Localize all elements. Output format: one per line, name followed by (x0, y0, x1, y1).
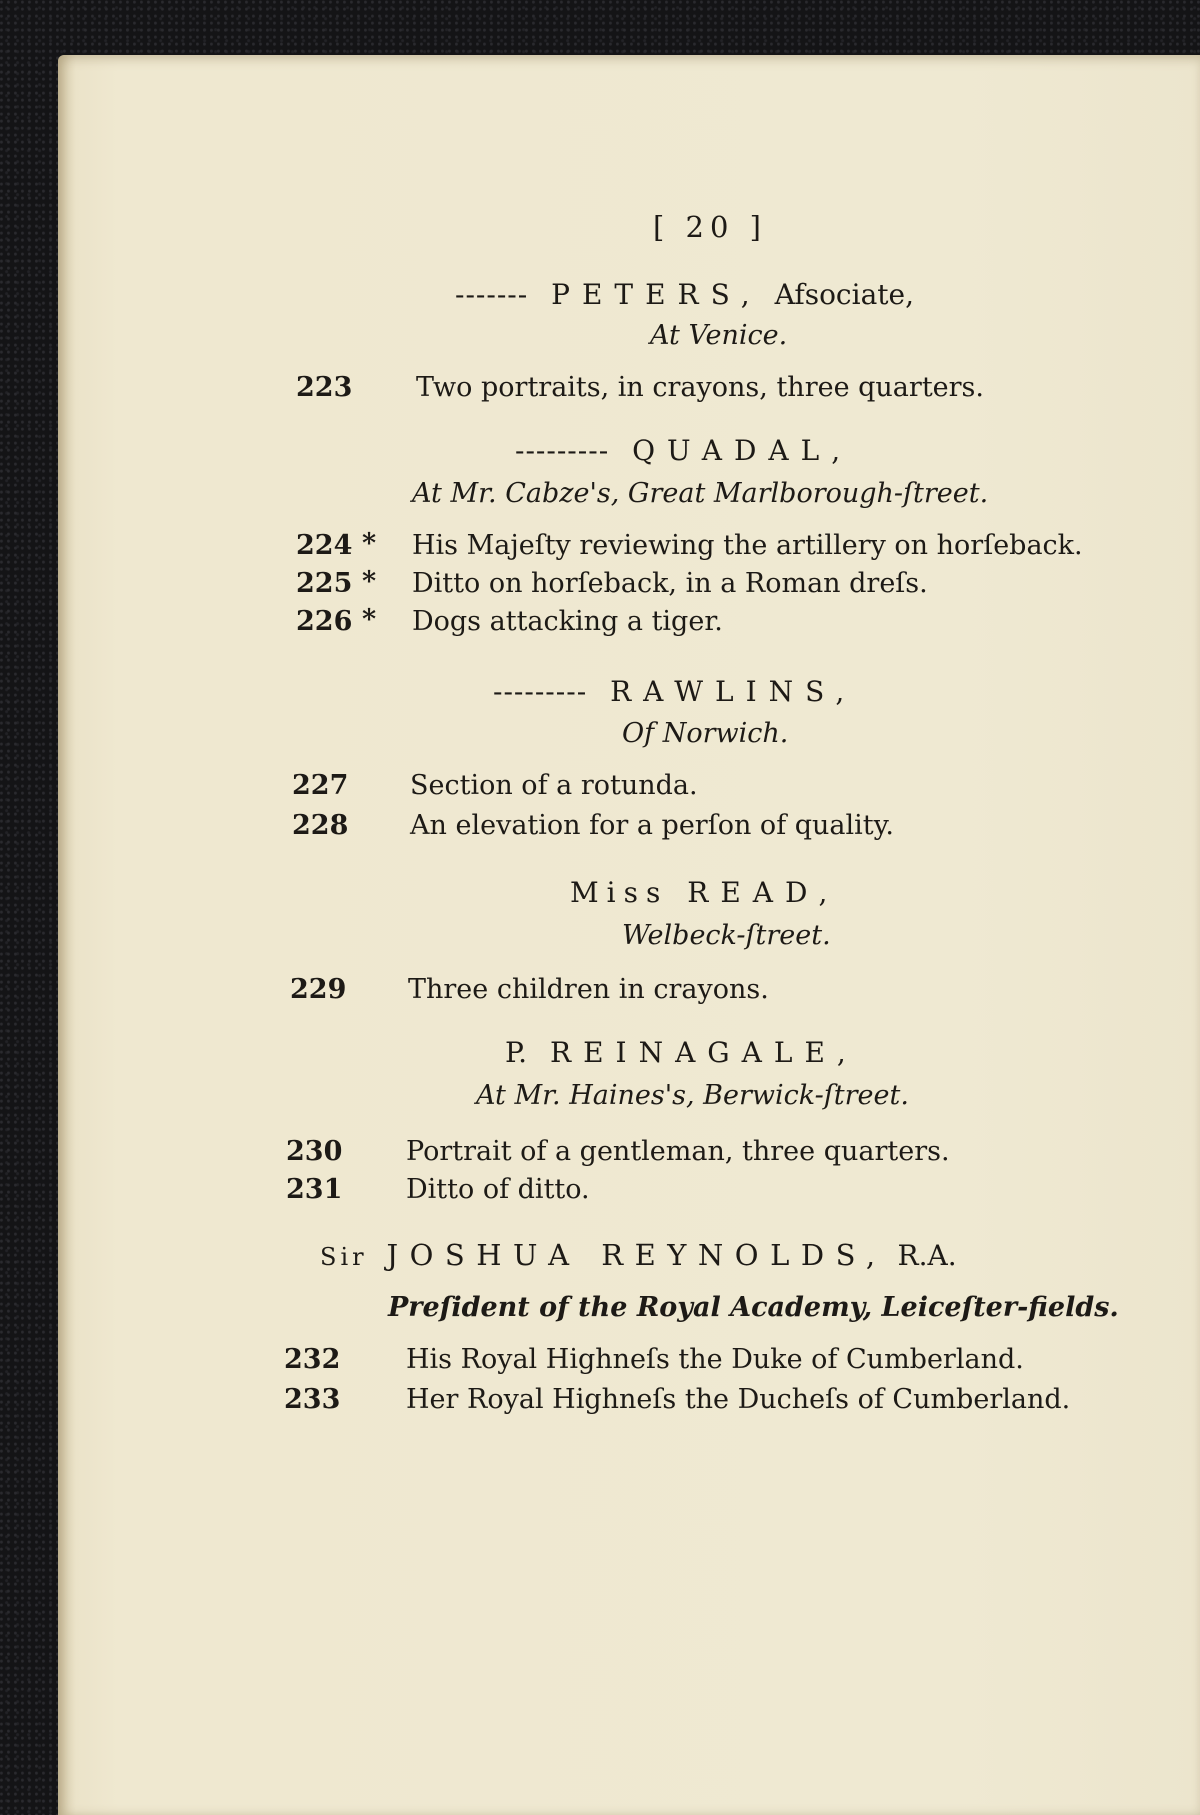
entry-text: His Royal Highneſs the Duke of Cumberland. (406, 1344, 1024, 1375)
artist-location: At Mr. Cabze's, Great Marlborough-ſtreet. (412, 478, 989, 509)
artist-name: JOSHUA REYNOLDS, (386, 1238, 887, 1272)
artist-location: At Venice. (650, 320, 788, 351)
entry-number: 230 (286, 1136, 343, 1167)
artist-location: Preſident of the Royal Academy, Leiceſter-fields. (388, 1292, 1119, 1323)
entry-number: 229 (290, 974, 347, 1005)
artist-prefix: Sir (320, 1243, 368, 1271)
artist-title: Afsociate, (774, 278, 914, 311)
entry-text: Three children in crayons. (408, 974, 769, 1005)
artist-prefix: Miss (570, 876, 669, 909)
artist-heading-peters (455, 278, 914, 311)
entry-text: Portrait of a gentleman, three quarters. (406, 1136, 950, 1167)
entry-number: 227 (292, 770, 349, 801)
entry-text: Section of a rotunda. (410, 770, 698, 801)
asterisk-mark: * (362, 566, 377, 597)
artist-heading-read (570, 876, 839, 909)
artist-name: REINAGALE, (549, 1036, 858, 1069)
entry-number: 226 (296, 606, 353, 637)
entry-number: 224 (296, 530, 353, 561)
entry-number: 225 (296, 568, 353, 599)
entry-text: His Majeſty reviewing the artillery on horſeback. (412, 530, 1083, 561)
heading-dash: ------- (455, 278, 529, 311)
artist-name: PETERS, (551, 278, 762, 311)
asterisk-mark: * (362, 604, 377, 635)
page-number: [ 20 ] (653, 210, 767, 244)
artist-name: QUADAL, (632, 434, 853, 467)
entry-text: Ditto of ditto. (406, 1174, 590, 1205)
artist-title: R.A. (897, 1239, 957, 1272)
entry-number: 228 (292, 810, 349, 841)
artist-heading-reynolds (320, 1238, 957, 1272)
artist-location: Of Norwich. (622, 718, 789, 749)
asterisk-mark: * (362, 528, 377, 559)
artist-prefix: P. (505, 1036, 528, 1069)
entry-text: Dogs attacking a tiger. (412, 606, 723, 637)
entry-text: Two portraits, in crayons, three quarters. (416, 372, 984, 403)
artist-location: Welbeck-ſtreet. (622, 920, 831, 951)
artist-heading-reinagale (505, 1036, 858, 1069)
entry-number: 223 (296, 372, 353, 403)
artist-name: READ, (687, 876, 840, 909)
artist-heading-quadal (515, 434, 852, 467)
entry-text: Her Royal Highneſs the Ducheſs of Cumberland. (406, 1384, 1071, 1415)
artist-location: At Mr. Haines's, Berwick-ſtreet. (476, 1080, 909, 1111)
entry-number: 232 (284, 1344, 341, 1375)
entry-text: An elevation for a perſon of quality. (410, 810, 894, 841)
entry-text: Ditto on horſeback, in a Roman dreſs. (412, 568, 928, 599)
entry-number: 231 (286, 1174, 343, 1205)
heading-dash: --------- (493, 675, 588, 708)
artist-heading-rawlins (493, 675, 856, 708)
artist-name: RAWLINS, (610, 675, 857, 708)
heading-dash: --------- (515, 434, 610, 467)
entry-number: 233 (284, 1384, 341, 1415)
